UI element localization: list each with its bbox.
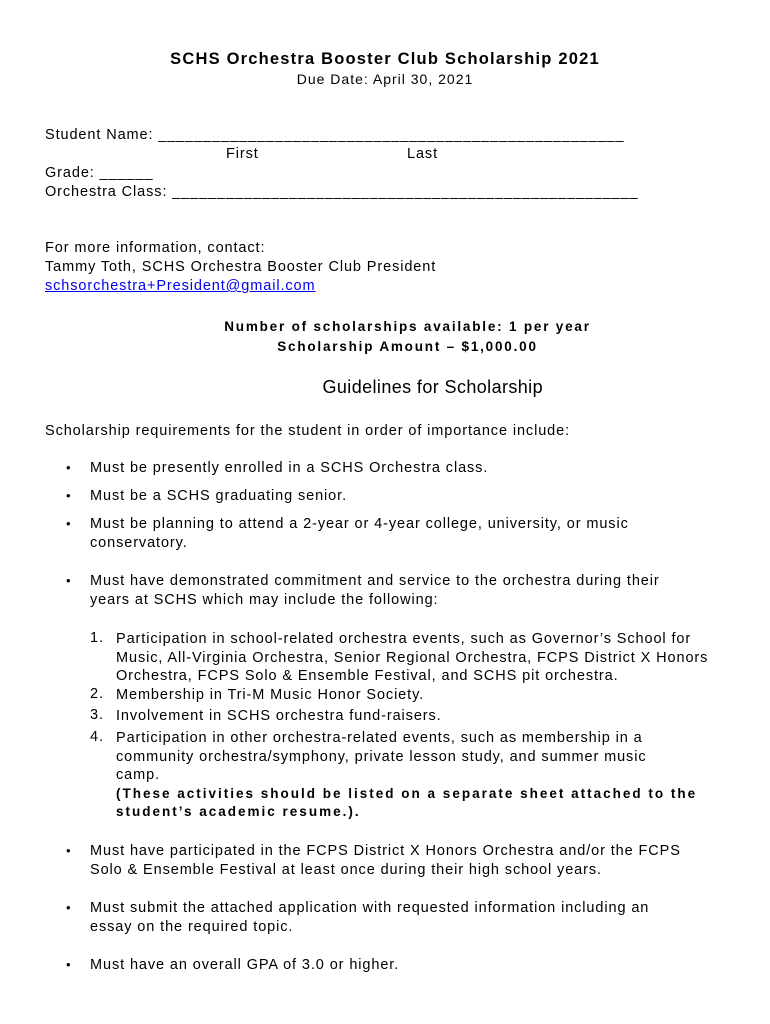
bullet-glyph: • (66, 843, 71, 858)
grade-field[interactable]: Grade: ______ (45, 165, 154, 181)
requirement-line: years at SCHS which may include the following: (90, 592, 439, 608)
first-name-caption: First (226, 146, 259, 162)
list-number: 1. (90, 630, 104, 646)
activity-line: Orchestra, FCPS Solo & Ensemble Festival, and SCHS pit orchestra. (116, 668, 619, 684)
scholarship-amount: Scholarship Amount – $1,000.00 (277, 339, 538, 354)
bullet-glyph: • (66, 900, 71, 915)
guidelines-heading: Guidelines for Scholarship (322, 377, 543, 397)
list-number: 3. (90, 707, 104, 723)
activity-line: community orchestra/symphony, private lesson study, and summer music (116, 748, 647, 765)
activity-note-line: student’s academic resume.). (116, 804, 361, 819)
requirement-line: essay on the required topic. (90, 919, 294, 935)
last-name-caption: Last (407, 146, 439, 162)
requirement-line: Must submit the attached application with requested information including an (90, 900, 650, 916)
requirement-line: Must have participated in the FCPS District X Honors Orchestra and/or the FCPS (90, 843, 681, 859)
requirement-item (90, 487, 347, 506)
activity-line: Participation in other orchestra-related events, such as membership in a (116, 730, 643, 746)
requirement-item (90, 842, 681, 880)
scholarships-available: Number of scholarships available: 1 per year (224, 319, 591, 334)
requirement-item (90, 899, 649, 937)
contact-email-link[interactable]: schsorchestra+President@gmail.com (45, 278, 316, 294)
due-date: Due Date: April 30, 2021 (296, 71, 474, 87)
list-number: 4. (90, 729, 104, 745)
activity-item (116, 707, 442, 726)
bullet-glyph: • (66, 488, 71, 503)
requirement-line: Must be planning to attend a 2-year or 4-year college, university, or music (90, 516, 629, 532)
contact-name: Tammy Toth, SCHS Orchestra Booster Club President (45, 259, 437, 275)
activity-line: Involvement in SCHS orchestra fund-raisers. (116, 708, 442, 724)
activity-item (116, 729, 697, 822)
orchestra-class-field[interactable]: Orchestra Class: ____________________________________________________ (45, 184, 639, 200)
activity-item (116, 630, 708, 686)
requirement-item (90, 572, 660, 610)
activity-note-line: (These activities should be listed on a separate sheet attached to the (116, 785, 698, 801)
activity-line: Music, All-Virginia Orchestra, Senior Regional Orchestra, FCPS District X Honors (116, 649, 709, 666)
list-number: 2. (90, 686, 104, 702)
document-title: SCHS Orchestra Booster Club Scholarship 2021 (170, 50, 600, 68)
bullet-glyph: • (66, 573, 71, 588)
requirement-item (90, 956, 399, 975)
requirement-line: Must be a SCHS graduating senior. (90, 488, 347, 504)
requirement-line: Must be presently enrolled in a SCHS Orchestra class. (90, 460, 489, 476)
bullet-glyph: • (66, 957, 71, 972)
requirement-item (90, 515, 629, 553)
contact-intro: For more information, contact: (45, 240, 266, 256)
requirement-line: conservatory. (90, 535, 188, 551)
requirement-line: Must have demonstrated commitment and service to the orchestra during their (90, 573, 660, 589)
activity-line: Participation in school-related orchestra events, such as Governor’s School for (116, 631, 692, 647)
requirement-line: Must have an overall GPA of 3.0 or higher. (90, 957, 400, 973)
activity-item (116, 686, 424, 705)
requirement-item (90, 459, 488, 478)
activity-line: Membership in Tri-M Music Honor Society. (116, 687, 425, 703)
student-name-field[interactable]: Student Name: ____________________________________________________ (45, 127, 625, 143)
requirement-line: Solo & Ensemble Festival at least once during their high school years. (90, 862, 602, 878)
bullet-glyph: • (66, 516, 71, 531)
requirements-intro: Scholarship requirements for the student in order of importance include: (45, 423, 571, 439)
activity-line: camp. (116, 767, 160, 783)
bullet-glyph: • (66, 460, 71, 475)
